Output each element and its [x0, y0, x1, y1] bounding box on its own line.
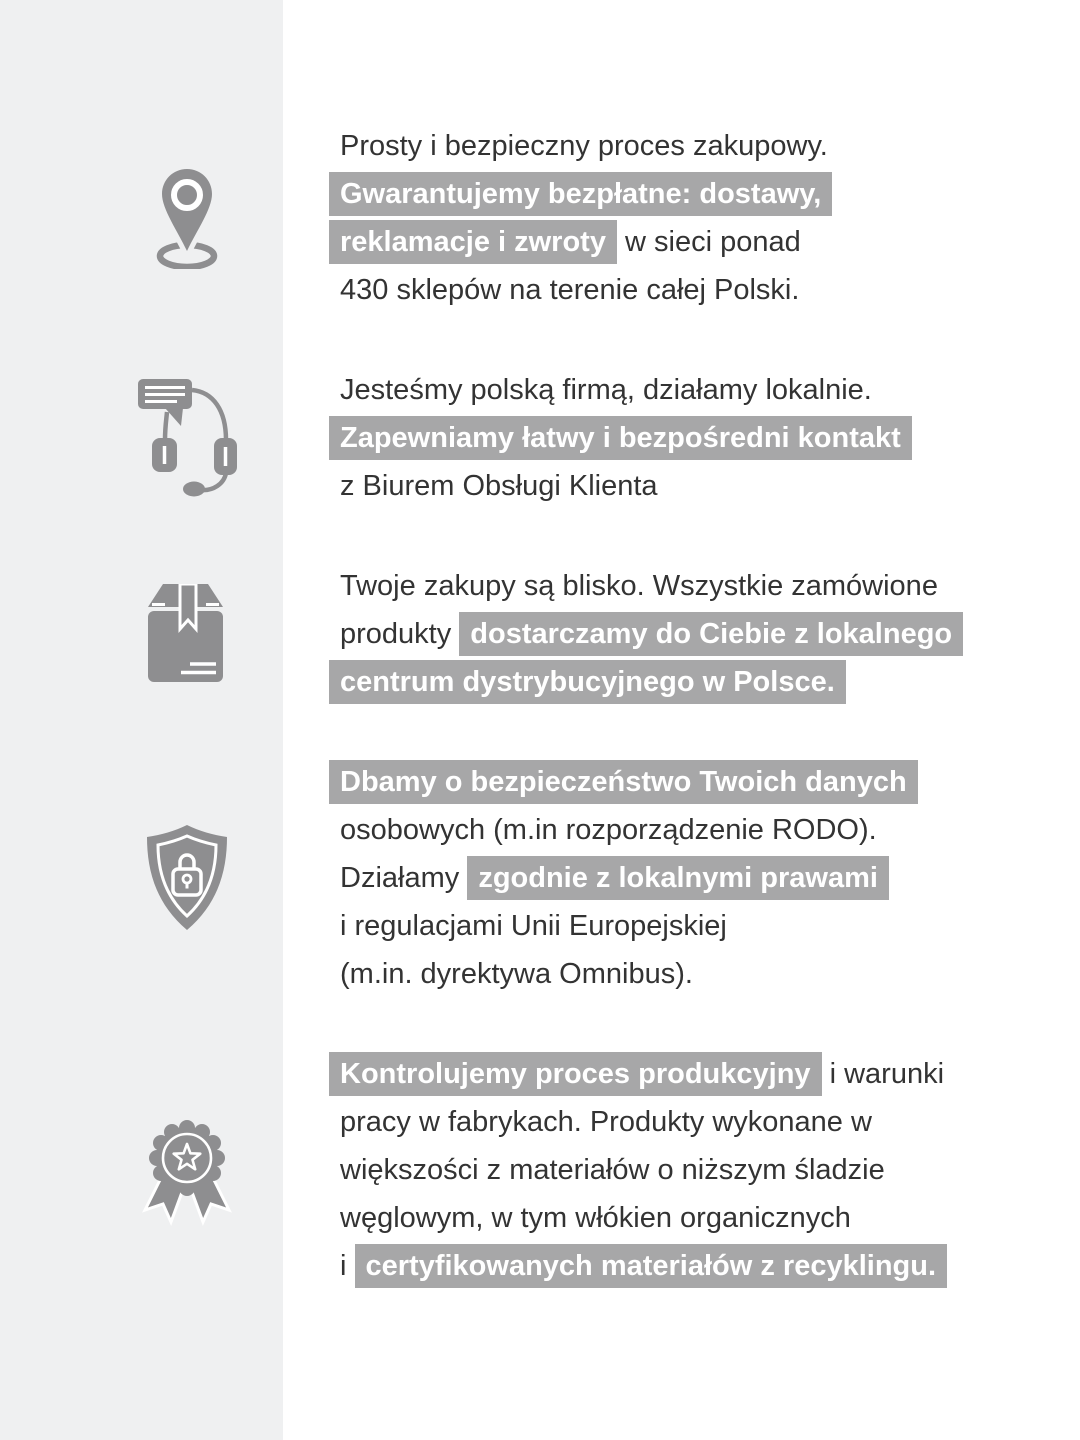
text-line	[340, 1050, 947, 1098]
section-text	[283, 758, 918, 998]
plain-text: Jesteśmy polską firmą, działamy lokalnie.	[340, 374, 872, 406]
location-pin-icon-slot	[156, 167, 218, 269]
section-text	[283, 366, 912, 510]
text-line	[340, 122, 832, 170]
highlighted-text: reklamacje i zwroty	[329, 220, 617, 264]
highlighted-text: certyfikowanych materiałów z recyklingu.	[355, 1244, 948, 1288]
section-text	[283, 1050, 947, 1290]
text-line	[340, 462, 912, 510]
text-line	[340, 1242, 947, 1290]
plain-text: większości z materiałów o niższym śladzie	[340, 1154, 885, 1186]
plain-text: osobowych (m.in rozporządzenie RODO).	[340, 814, 877, 846]
package-icon-slot	[148, 584, 226, 684]
icon-column	[0, 378, 283, 498]
text-line	[340, 854, 918, 902]
highlighted-text: centrum dystrybucyjnego w Polsce.	[329, 660, 846, 704]
plain-text: Twoje zakupy są blisko. Wszystkie zamówione	[340, 570, 938, 602]
benefit-row	[0, 1050, 1080, 1290]
customer-support-headset-icon-slot	[137, 378, 237, 498]
text-line	[340, 806, 918, 854]
plain-text: 430 sklepów na terenie całej Polski.	[340, 274, 800, 306]
plain-text: Działamy	[340, 862, 468, 894]
highlighted-text: Dbamy o bezpieczeństwo Twoich danych	[329, 760, 918, 804]
highlighted-text: Kontrolujemy proces produkcyjny	[329, 1052, 822, 1096]
plain-text: i	[340, 1250, 355, 1282]
benefit-row	[0, 562, 1080, 706]
plain-text: w sieci ponad	[616, 226, 801, 258]
package-icon	[148, 584, 226, 684]
text-line	[340, 170, 832, 218]
plain-text: węglowym, w tym włókien organicznych	[340, 1202, 851, 1234]
shield-lock-icon	[143, 823, 231, 933]
text-line	[340, 366, 912, 414]
text-line	[340, 902, 918, 950]
location-pin-icon	[156, 167, 218, 269]
highlighted-text: dostarczamy do Ciebie z lokalnego	[459, 612, 963, 656]
text-line	[340, 562, 963, 610]
section-text	[283, 562, 963, 706]
shield-lock-icon-slot	[143, 823, 231, 933]
text-line	[340, 414, 912, 462]
text-line	[340, 266, 832, 314]
text-line	[340, 1194, 947, 1242]
section-text	[283, 122, 832, 314]
plain-text: (m.in. dyrektywa Omnibus).	[340, 958, 693, 990]
plain-text: Prosty i bezpieczny proces zakupowy.	[340, 130, 828, 162]
highlighted-text: Gwarantujemy bezpłatne: dostawy,	[329, 172, 832, 216]
highlighted-text: Zapewniamy łatwy i bezpośredni kontakt	[329, 416, 912, 460]
plain-text: pracy w fabrykach. Produkty wykonane w	[340, 1106, 872, 1138]
plain-text: i warunki	[821, 1058, 945, 1090]
plain-text: produkty	[340, 618, 460, 650]
text-line	[340, 218, 832, 266]
customer-support-headset-icon	[137, 378, 237, 498]
icon-column	[0, 1112, 283, 1228]
text-line	[340, 610, 963, 658]
icon-column	[0, 823, 283, 933]
icon-column	[0, 584, 283, 684]
text-line	[340, 1098, 947, 1146]
award-badge-icon-slot	[133, 1112, 241, 1228]
plain-text: z Biurem Obsługi Klienta	[340, 470, 658, 502]
award-badge-icon	[133, 1112, 241, 1228]
highlighted-text: zgodnie z lokalnymi prawami	[467, 856, 889, 900]
text-line	[340, 950, 918, 998]
text-line	[340, 758, 918, 806]
benefit-row	[0, 122, 1080, 314]
text-line	[340, 658, 963, 706]
icon-column	[0, 167, 283, 269]
benefit-row	[0, 758, 1080, 998]
benefit-row	[0, 366, 1080, 510]
plain-text: i regulacjami Unii Europejskiej	[340, 910, 727, 942]
text-line	[340, 1146, 947, 1194]
